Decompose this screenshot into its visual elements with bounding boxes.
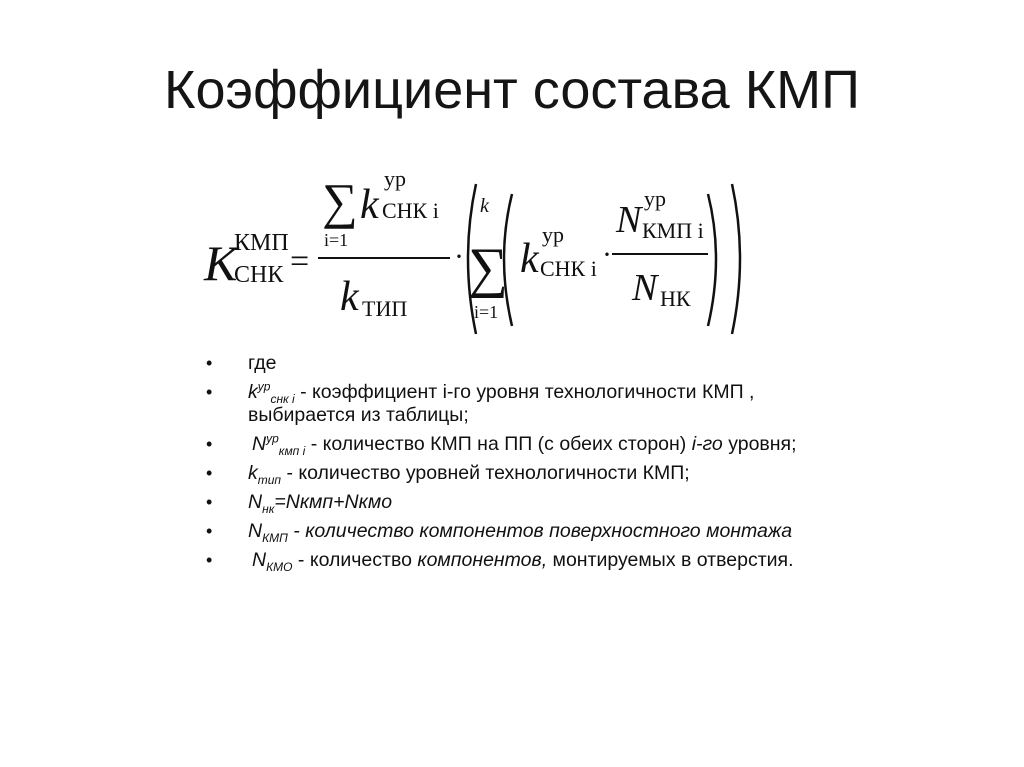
bullet-text-italic: - количество компонентов поверхностного монтажа [287,520,793,542]
formula-num-k: k [360,182,379,228]
bullet-icon: • [206,521,213,541]
symbol-sub: тип [257,472,282,487]
formula-image [198,150,744,340]
list-item [206,549,806,572]
formula-k2-sup: ур [542,222,564,247]
symbol-k: k [248,381,258,403]
symbol-sub: кмп i [278,443,306,458]
symbol-sup: ур [266,431,279,446]
bullet-text: монтируемых в отверстия. [547,549,794,571]
formula-sum-1: ∑ [322,173,358,229]
symbol-sub: снк i [270,391,295,406]
bullet-icon: • [206,353,213,373]
formula-sum-2: ∑ [468,237,508,299]
symbol-n: N [252,549,267,571]
formula-sum1-lower: i=1 [324,230,349,250]
bullet-icon: • [206,382,213,402]
bullet-text-italic: компонентов, [417,549,548,571]
formula-equals: = [290,243,310,280]
symbol-n: N [248,520,263,542]
symbol-sub: КМО [266,559,293,574]
symbol-sub: нк [262,501,275,516]
bullet-text-italic: =Nкмп+Nкмо [274,491,393,513]
symbol-n: N [248,491,263,513]
list-item [206,520,806,543]
formula-sum2-lower: i=1 [474,302,499,322]
formula-frac-num-n: N [616,199,642,241]
formula-k2-sub: СНК i [540,256,597,281]
bullet-icon: • [206,550,213,570]
formula-lhs-sub: СНК [234,262,284,288]
symbol-sup: ур [257,379,271,394]
formula-svg [198,150,744,340]
formula-den-k: k [340,274,359,320]
formula-frac-num-sub: КМП i [642,218,704,243]
slide-title: Коэффициент состава КМП [164,60,860,120]
bullet-text: - количество уровней технологичности КМП; [281,462,690,484]
bullet-text: уровня; [722,433,797,455]
symbol-k: k [248,462,258,484]
formula-frac-den-sub: НК [660,286,691,311]
bullet-icon: • [206,492,213,512]
formula-paren-right-inner [708,194,716,326]
list-item [206,491,806,514]
bullet-text: - количество [292,549,418,571]
bullet-text: - коэффициент i-го уровня технологичности КМП , выбирается из таблицы; [248,381,755,426]
bullet-text-italic: i-го [691,433,723,455]
formula-den-sub: ТИП [362,296,408,321]
formula-frac-den-n: N [632,267,658,309]
formula-num-sub: СНК i [382,198,439,223]
bullet-icon: • [206,434,213,454]
formula-frac-num-sup: ур [644,186,666,211]
formula-paren-left-inner [504,194,512,326]
formula-lhs-sup: КМП [234,230,289,256]
symbol-sub: КМП [262,530,288,545]
definitions-list [206,352,806,578]
formula-lhs-k: K [204,235,238,291]
formula-paren-right-outer [732,184,740,334]
formula-num-sup: ур [384,166,406,191]
list-item [206,433,806,456]
bullet-text: - количество КМП на ПП (с обеих сторон) [305,433,692,455]
bullet-text: где [248,352,277,374]
bullet-icon: • [206,463,213,483]
list-item [206,352,806,375]
formula-sum2-upper: k [480,195,489,217]
formula-k2: k [520,236,539,282]
list-item [206,462,806,485]
formula-dot-2: · [602,238,612,271]
symbol-n: N [252,433,267,455]
formula-dot-1: · [454,240,464,273]
list-item [206,381,806,427]
